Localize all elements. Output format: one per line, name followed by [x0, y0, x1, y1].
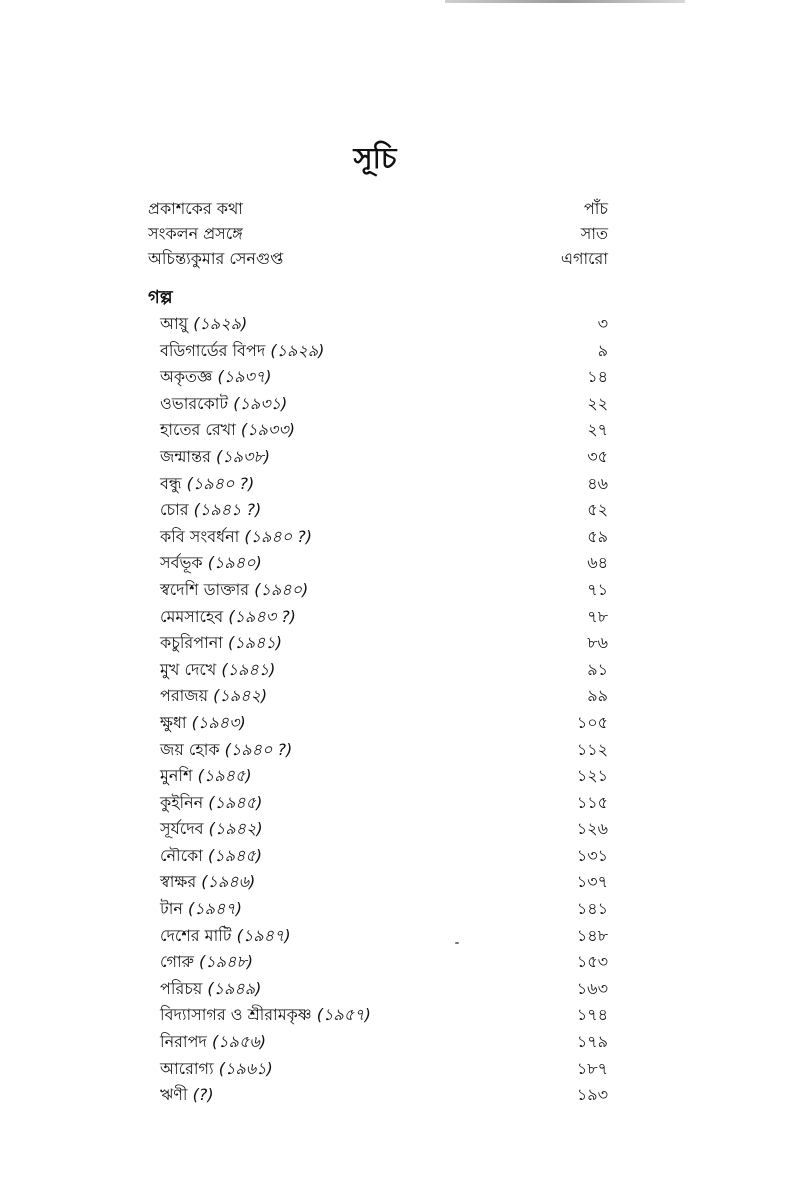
story-title: কচুরিপানা — [160, 633, 223, 653]
front-matter-label: প্রকাশকের কথা — [148, 199, 243, 218]
story-title: নিরাপদ — [160, 1032, 207, 1052]
story-entry — [160, 311, 247, 337]
story-year: (১৯৪৩) — [191, 712, 246, 732]
story-page: ৮৬ — [587, 633, 608, 653]
story-year: (১৯৪৯) — [207, 978, 262, 998]
story-year: (১৯৪১) — [228, 633, 283, 653]
story-entry — [160, 630, 282, 656]
story-page: ২২ — [587, 393, 608, 413]
story-page: ১২১ — [576, 766, 608, 786]
story-year: (১৯৪১ ?) — [193, 500, 262, 520]
story-year: (১৯৪৭) — [188, 899, 243, 919]
story-title: দেশের মাটি — [160, 925, 232, 945]
front-matter-label: সংকলন প্রসঙ্গে — [148, 224, 243, 243]
story-title: কুইনিন — [160, 792, 204, 812]
story-entry — [160, 949, 253, 975]
front-matter-page: এগারো — [560, 249, 608, 268]
story-entry — [160, 604, 296, 630]
story-year: (১৯৪০ ?) — [186, 473, 255, 493]
story-entry — [160, 364, 272, 390]
story-title: বডিগার্ডের বিপদ — [160, 340, 266, 360]
story-page: ৬৪ — [587, 553, 608, 573]
story-year: (১৯৪০ ?) — [244, 526, 312, 546]
story-row — [160, 976, 608, 1003]
front-matter-row — [148, 196, 608, 221]
story-row — [160, 604, 608, 631]
story-row — [160, 923, 608, 950]
story-row — [160, 1029, 608, 1056]
story-page: ১৪৮ — [576, 925, 608, 945]
story-row — [160, 843, 608, 870]
story-row — [160, 417, 608, 444]
story-entry — [160, 417, 295, 443]
story-entry — [160, 1002, 371, 1028]
story-title: পরাজয় — [160, 686, 209, 706]
story-row — [160, 311, 608, 338]
story-title: মুনশি — [160, 766, 193, 786]
story-row — [160, 444, 608, 471]
story-entry — [160, 923, 291, 949]
story-entry — [160, 1056, 273, 1082]
story-year: (১৯৪৫) — [197, 766, 252, 786]
story-title: বিদ্যাসাগর ও শ্রীরামকৃষ্ণ — [160, 1005, 312, 1025]
story-year: (১৯৫৬) — [211, 1032, 266, 1052]
story-page: ১৭৪ — [576, 1005, 608, 1025]
story-row — [160, 816, 608, 843]
story-year: (১৯২৯) — [270, 340, 325, 360]
story-title: সর্বভূক — [160, 553, 203, 573]
front-matter-label: অচিন্ত্যকুমার সেনগুপ্ত — [148, 249, 284, 268]
story-year: (?) — [192, 1085, 214, 1105]
story-title: মেমসাহেব — [160, 606, 224, 626]
story-title: নৌকো — [160, 845, 203, 865]
story-row — [160, 737, 608, 764]
story-row — [160, 763, 608, 790]
story-entry — [160, 391, 287, 417]
story-title: বন্ধু — [160, 473, 182, 493]
story-title: স্বাক্ষর — [160, 872, 197, 892]
story-row — [160, 391, 608, 418]
story-year: (১৯৪৬) — [201, 872, 256, 892]
front-matter-row — [148, 221, 608, 246]
front-matter-page: সাত — [580, 224, 608, 243]
story-year: (১৯৪৮) — [199, 952, 254, 972]
story-row — [160, 869, 608, 896]
story-row — [160, 364, 608, 391]
story-page: ১১৫ — [576, 792, 608, 812]
story-page: ১২৬ — [576, 819, 608, 839]
story-entry — [160, 976, 261, 1002]
story-page: ১৯৩ — [576, 1085, 608, 1105]
story-title: ক্ষুধা — [160, 712, 187, 732]
story-entry — [160, 497, 261, 523]
story-entry — [160, 657, 275, 683]
story-year: (১৯৩১) — [233, 393, 288, 413]
story-page: ১৭৯ — [576, 1032, 608, 1052]
story-title: হাতের রেখা — [160, 420, 236, 440]
story-year: (১৯২৯) — [193, 314, 248, 333]
story-row — [160, 1082, 608, 1109]
story-year: (১৯৬১) — [218, 1058, 273, 1078]
story-year: (১৯৪৫) — [207, 845, 262, 865]
story-row — [160, 497, 608, 524]
story-row — [160, 524, 608, 551]
story-entry — [160, 710, 246, 736]
story-row — [160, 338, 608, 365]
story-entry — [160, 737, 292, 763]
story-title: ঋণী — [160, 1085, 188, 1105]
story-entry — [160, 816, 263, 842]
story-row — [160, 1002, 608, 1029]
story-year: (১৯৩৮) — [216, 446, 271, 466]
story-page: ১৬৩ — [576, 978, 608, 998]
story-entry — [160, 683, 267, 709]
story-title: পরিচয় — [160, 978, 203, 998]
story-row — [160, 896, 608, 923]
story-page: ৭১ — [587, 579, 608, 599]
story-year: (১৯৪০) — [254, 579, 309, 599]
story-entry — [160, 524, 312, 550]
page-title: সূচি — [353, 141, 397, 175]
front-matter-list — [148, 196, 608, 271]
story-title: ওভারকোট — [160, 393, 229, 413]
story-row — [160, 550, 608, 577]
story-page: ৯১ — [587, 659, 608, 679]
story-row — [160, 657, 608, 684]
story-title: আরোগ্য — [160, 1058, 214, 1078]
section-heading: গল্প — [148, 287, 173, 308]
story-title: চোর — [160, 500, 189, 520]
story-title: মুখ দেখে — [160, 659, 217, 679]
story-title: জন্মান্তর — [160, 446, 211, 466]
story-year: (১৯৩৩) — [240, 420, 295, 440]
story-title: স্বদেশি ডাক্তার — [160, 579, 250, 599]
story-title: কবি সংবর্ধনা — [160, 526, 240, 546]
story-entry — [160, 790, 262, 816]
story-page: ৩৫ — [587, 446, 608, 466]
story-page: ১৪১ — [576, 899, 608, 919]
story-page: ৭৮ — [587, 606, 608, 626]
story-year: (১৯৪১) — [221, 659, 276, 679]
top-edge-rule — [445, 0, 685, 3]
story-entry — [160, 444, 270, 470]
story-entry — [160, 843, 262, 869]
story-title: সূর্যদেব — [160, 819, 204, 839]
story-year: (১৯৪২) — [208, 819, 263, 839]
story-title: অকৃতজ্ঞ — [160, 367, 213, 387]
story-page: ৪৬ — [587, 473, 608, 493]
story-page: ১৩৭ — [576, 872, 608, 892]
story-row — [160, 949, 608, 976]
story-year: (১৯৫৭) — [316, 1005, 371, 1025]
story-year: (১৯৪০ ?) — [224, 739, 293, 759]
story-page: ১৩১ — [576, 845, 608, 865]
story-page: ৫২ — [587, 500, 608, 520]
story-year: (১৯৪৭) — [236, 925, 291, 945]
story-page: ৩ — [597, 314, 608, 333]
front-matter-row — [148, 246, 608, 271]
story-page: ১০৫ — [576, 712, 608, 732]
story-row — [160, 471, 608, 498]
print-speck — [455, 942, 459, 944]
story-entry — [160, 577, 308, 603]
story-title: টান — [160, 899, 183, 919]
story-page: ১১২ — [576, 739, 608, 759]
story-row — [160, 683, 608, 710]
story-row — [160, 577, 608, 604]
story-year: (১৯৩৭) — [217, 367, 272, 387]
story-entry — [160, 338, 324, 364]
story-row — [160, 710, 608, 737]
story-year: (১৯৪৩ ?) — [228, 606, 296, 626]
story-title: আয়ু — [160, 314, 189, 333]
story-year: (১৯৪৫) — [208, 792, 263, 812]
story-page: ৯৯ — [587, 686, 608, 706]
front-matter-page: পাঁচ — [583, 199, 608, 218]
story-page: ৫৯ — [587, 526, 608, 546]
story-entry — [160, 1082, 214, 1108]
story-entry — [160, 896, 242, 922]
story-page: ১৫৩ — [576, 952, 608, 972]
story-page: ১৪ — [587, 367, 608, 387]
story-title: গোরু — [160, 952, 194, 972]
story-page: ২৭ — [587, 420, 608, 440]
story-entry — [160, 550, 262, 576]
story-row — [160, 790, 608, 817]
story-entry — [160, 869, 255, 895]
story-year: (১৯৪২) — [213, 686, 268, 706]
story-year: (১৯৪০) — [207, 553, 262, 573]
story-entry — [160, 763, 252, 789]
story-page: ১৮৭ — [576, 1058, 608, 1078]
story-entry — [160, 1029, 266, 1055]
story-title: জয় হোক — [160, 739, 220, 759]
story-entry — [160, 471, 254, 497]
story-row — [160, 1056, 608, 1083]
story-page: ৯ — [597, 340, 608, 360]
story-list — [160, 311, 608, 1109]
story-row — [160, 630, 608, 657]
